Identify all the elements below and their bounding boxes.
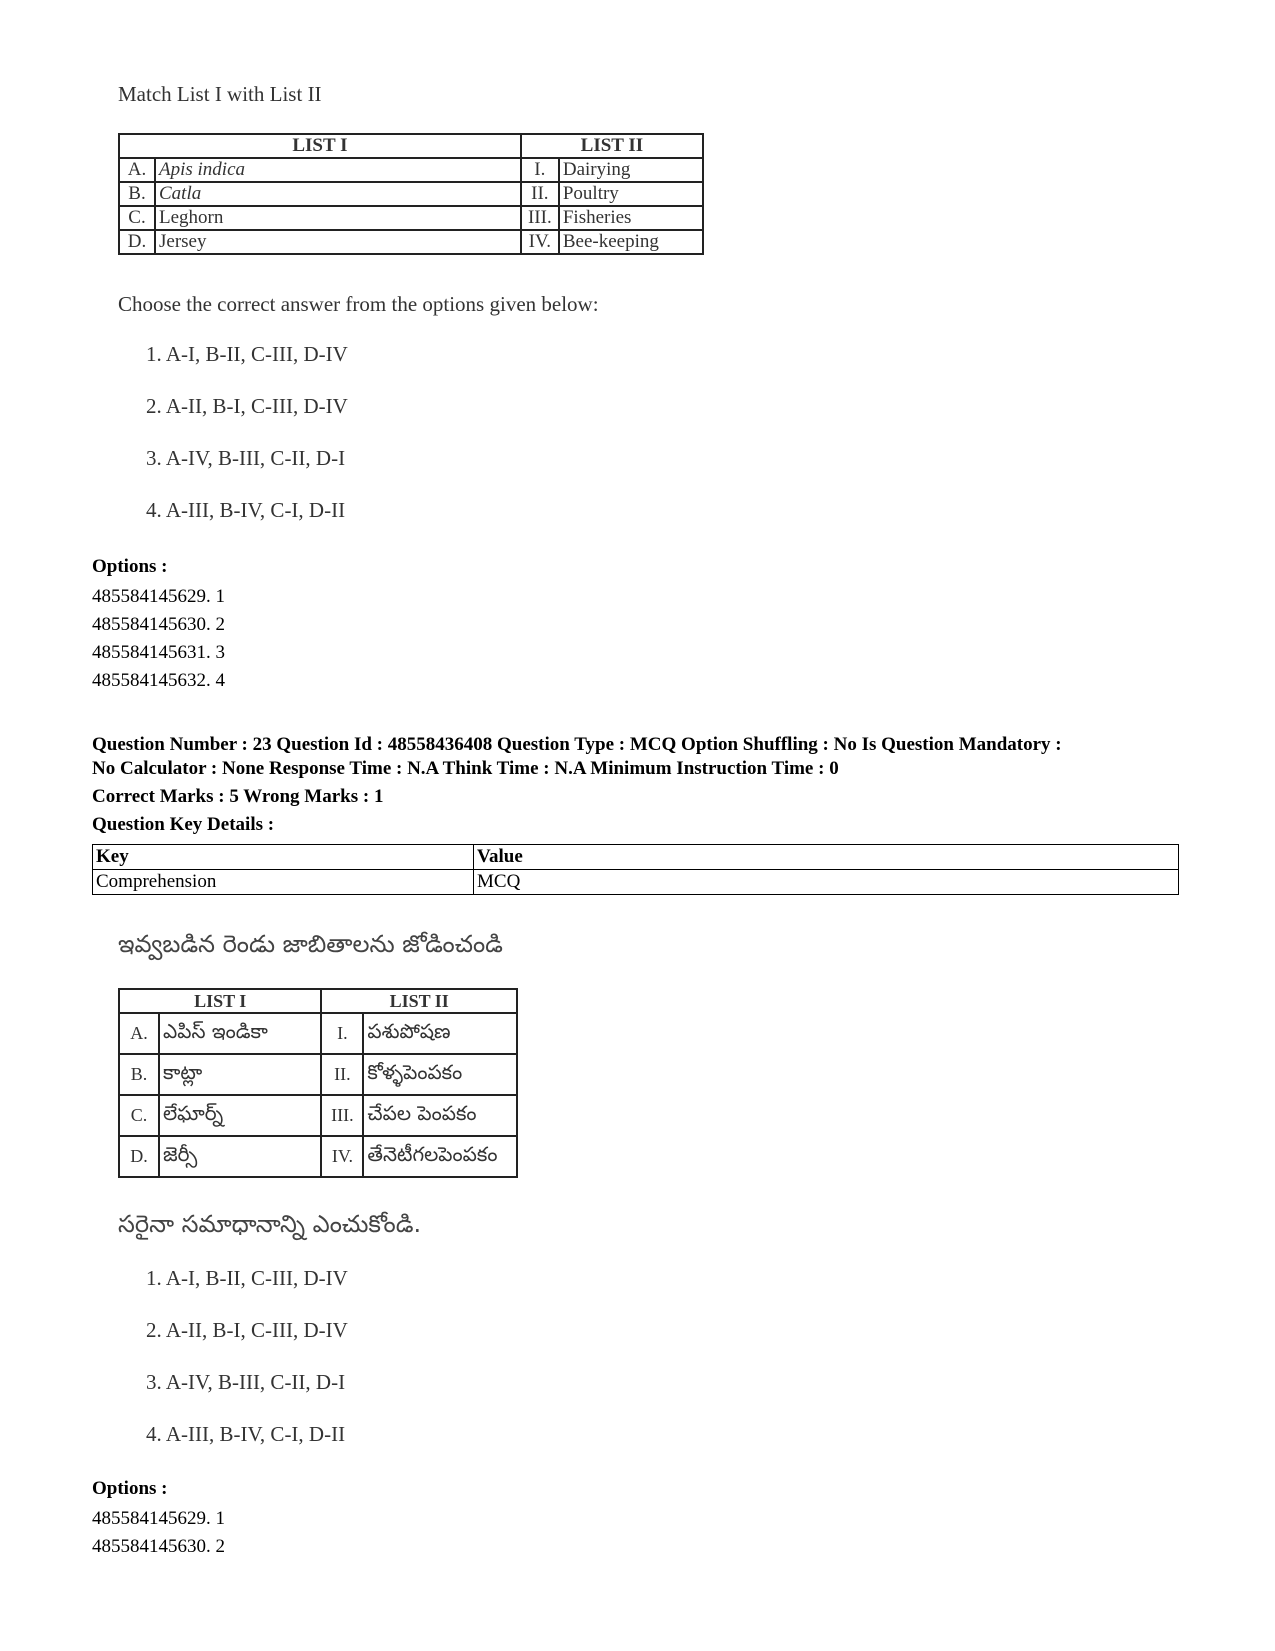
row-roman: IV.	[521, 230, 559, 254]
q23-option-1: 485584145629. 1	[92, 1508, 225, 1529]
q22-option-2: 485584145630. 2	[92, 614, 225, 635]
q22-answer-4: 4. A-III, B-IV, C-I, D-II	[146, 498, 346, 522]
row-letter: C.	[119, 206, 155, 230]
q23-meta-line-2: No Calculator : None Response Time : N.A Think Time : N.A Minimum Instruction Time : 0	[92, 758, 839, 779]
list2-header: LIST II	[521, 134, 703, 158]
q23-answer-3: 3. A-IV, B-III, C-II, D-I	[146, 1370, 346, 1394]
q22-match-table	[118, 133, 704, 255]
q23-key-details-label: Question Key Details :	[92, 814, 275, 835]
row-match: పశుపోషణ	[363, 1013, 517, 1054]
row-match: Bee-keeping	[559, 230, 703, 254]
row-match: చేపల పెంపకం	[363, 1095, 517, 1136]
list1-header: LIST I	[119, 989, 321, 1013]
row-letter: B.	[119, 1054, 159, 1095]
q23-option-2: 485584145630. 2	[92, 1536, 225, 1557]
table-row	[119, 1013, 517, 1054]
value-cell: MCQ	[474, 870, 1179, 895]
row-roman: II.	[521, 182, 559, 206]
q22-option-3: 485584145631. 3	[92, 642, 225, 663]
q22-option-1: 485584145629. 1	[92, 586, 225, 607]
table-row	[119, 182, 703, 206]
q23-instruction: ఇవ్వబడిన రెండు జాబితాలను జోడించండి	[118, 930, 503, 958]
row-letter: A.	[119, 1013, 159, 1054]
q22-instruction: Match List I with List II	[118, 82, 322, 106]
table-row	[119, 1054, 517, 1095]
table-row	[119, 1136, 517, 1177]
key-header: Key	[93, 845, 474, 870]
table-row	[119, 230, 703, 254]
row-letter: D.	[119, 230, 155, 254]
row-match: Poultry	[559, 182, 703, 206]
row-roman: I.	[521, 158, 559, 182]
q22-answer-3: 3. A-IV, B-III, C-II, D-I	[146, 446, 346, 470]
q23-answer-1: 1. A-I, B-II, C-III, D-IV	[146, 1266, 348, 1290]
q23-meta-line-1: Question Number : 23 Question Id : 48558436408 Question Type : MCQ Option Shuffling : No Is Question Mandatory :	[92, 734, 1062, 755]
q23-match-table	[118, 988, 518, 1178]
table-row	[119, 158, 703, 182]
row-item: Jersey	[155, 230, 521, 254]
list2-header: LIST II	[321, 989, 517, 1013]
row-item: ఎపిస్ ఇండికా	[159, 1013, 321, 1054]
q22-options-label: Options :	[92, 556, 168, 577]
q23-choose-text: సరైనా సమాధానాన్ని ఎంచుకోండి.	[118, 1210, 422, 1238]
row-item: Catla	[155, 182, 521, 206]
row-item: లేఘార్న్	[159, 1095, 321, 1136]
row-letter: B.	[119, 182, 155, 206]
key-cell: Comprehension	[93, 870, 474, 895]
table-row	[119, 206, 703, 230]
row-roman: IV.	[321, 1136, 363, 1177]
row-letter: A.	[119, 158, 155, 182]
row-item: జెర్సీ	[159, 1136, 321, 1177]
row-roman: I.	[321, 1013, 363, 1054]
row-letter: C.	[119, 1095, 159, 1136]
row-item: కాట్లా	[159, 1054, 321, 1095]
value-header: Value	[474, 845, 1179, 870]
list1-header: LIST I	[119, 134, 521, 158]
q23-marks: Correct Marks : 5 Wrong Marks : 1	[92, 786, 384, 807]
q23-key-table	[92, 844, 1179, 895]
row-match: కోళ్ళపెంపకం	[363, 1054, 517, 1095]
q23-options-label: Options :	[92, 1478, 168, 1499]
q22-answer-1: 1. A-I, B-II, C-III, D-IV	[146, 342, 348, 366]
q22-answer-2: 2. A-II, B-I, C-III, D-IV	[146, 394, 348, 418]
row-match: తేనెటీగలపెంపకం	[363, 1136, 517, 1177]
q22-option-4: 485584145632. 4	[92, 670, 225, 691]
q23-answer-2: 2. A-II, B-I, C-III, D-IV	[146, 1318, 348, 1342]
row-roman: II.	[321, 1054, 363, 1095]
row-match: Dairying	[559, 158, 703, 182]
table-row	[119, 1095, 517, 1136]
q23-answer-4: 4. A-III, B-IV, C-I, D-II	[146, 1422, 346, 1446]
row-letter: D.	[119, 1136, 159, 1177]
table-row	[93, 870, 1179, 895]
row-item: Apis indica	[155, 158, 521, 182]
row-roman: III.	[521, 206, 559, 230]
row-roman: III.	[321, 1095, 363, 1136]
q22-choose-text: Choose the correct answer from the options given below:	[118, 292, 599, 316]
row-match: Fisheries	[559, 206, 703, 230]
row-item: Leghorn	[155, 206, 521, 230]
